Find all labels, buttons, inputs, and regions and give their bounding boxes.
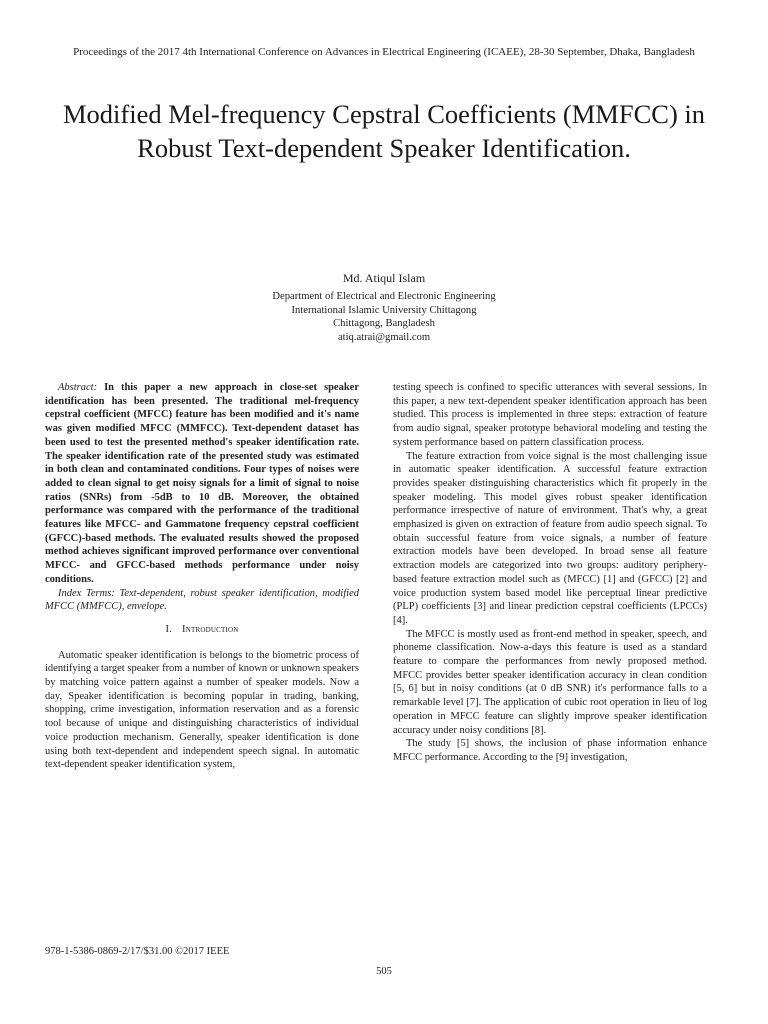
right-paragraph-3: The MFCC is mostly used as front-end method in speaker, speech, and phoneme classification. Now-a-days this feature is used as a standard feature to compare the performances from newly proposed method. MFCC provides better speaker identification accuracy in clean condition [5, 6] but in noisy conditions (at 0 dB SNR) it's performance falls to a remarkable level [7]. The application of cubic root operation in lieu of log operation in MFCC feature can slightly improve speaker identification accuracy under noisy conditions [8]. [393,628,707,736]
author-university: International Islamic University Chittagong [291,304,477,316]
section-heading-introduction [45,623,359,637]
abstract [45,381,359,587]
index-terms: Index Terms: Text-dependent, robust speaker identification, modified MFCC (MMFCC), envelope. [45,587,359,613]
right-paragraph-2: The feature extraction from voice signal is the most challenging issue in automatic speaker identification. A successful feature extraction provides speaker distinguishing characteristics which fit properly in the speaker modeling. This model gives robust speaker identification performance irrespective of nature of environment. That's why, a great emphasized is given on extraction of feature from audio speech signal. To obtain successful feature from voice signals, a number of feature extraction models have been developed. In broad sense all feature extraction models are categorized into two groups: auditory periphery-based feature extraction model such as (MFCC) [1] and (GFCC) [2] and voice production system based model like perceptual linear predictive (PLP) coefficients [3] and linear prediction cepstral coefficients (LPCCs) [4]. [393,450,707,626]
author-email: atiq.atrai@gmail.com [337,331,431,343]
intro-paragraph-1: Automatic speaker identification is belongs to the biometric process of identifying a target speaker from a number of known or unknown speakers by matching voice pattern against a number of speaker models. Now a day, Speaker identification is becoming popular in trading, banking, shopping, crime investigation, information reservation and as a forensic tool because of unique and distinguishing characteristics of individual voice production mechanism. Generally, speaker identification is done using both text-dependent and independent speech signal. In automatic text-dependent speaker identification system, [45,649,359,771]
page-number: 505 [376,966,392,977]
right-column [393,381,707,765]
author-block [100,270,668,344]
copyright-footer: 978-1-5386-0869-2/17/$31.00 ©2017 IEEE [45,946,230,957]
proceedings-header: Proceedings of the 2017 4th International Conference on Advances in Electrical Engineering (ICAEE), 28-30 September, Dhaka, Bangladesh [73,46,695,58]
right-paragraph-4: The study [5] shows, the inclusion of phase information enhance MFCC performance. According to the [9] investigation, [393,738,707,763]
section-title: Introduction [182,623,239,635]
author-name: Md. Atiqul Islam [342,271,426,285]
right-paragraph-1: testing speech is confined to specific utterances with several sessions. In this paper, a new text-dependent speaker identification approach has been studied. This process is implemented in three steps: extraction of feature from audio signal, speaker prototype behavioral modeling and testing the system performance based on pattern classification process. [393,382,707,448]
left-column [45,381,359,772]
section-number: I. [165,623,173,635]
author-department: Department of Electrical and Electronic Engineering [272,291,496,302]
paper-title: Modified Mel-frequency Cepstral Coefficients (MMFCC) in Robust Text-dependent Speaker Identification. [62,99,706,163]
abstract-lead: Abstract: [58,382,98,393]
abstract-text: In this paper a new approach in close-set speaker identification has been presented. The traditional mel-frequency cepstral coefficient (MFCC) feature has been modified and it's name was given modified MFCC (MMFCC). Text-dependent dataset has been used to test the presented method's speaker identification rate. The speaker identification rate of the presented study was estimated in both clean and contaminated conditions. Four types of noises were added to clean signal to get noisy signals for a limit of signal to noise ratios (SNRs) from -5dB to 10 dB. Moreover, the obtained performance was compared with the performance of the traditional features like MFCC- and Gammatone frequency cepstral coefficient (GFCC)-based methods. The evaluated results showed the proposed method achieves significant improved performance over conventional MFCC- and GFCC-based methods performance under noisy conditions. [45,382,359,585]
author-location: Chittagong, Bangladesh [333,318,435,329]
